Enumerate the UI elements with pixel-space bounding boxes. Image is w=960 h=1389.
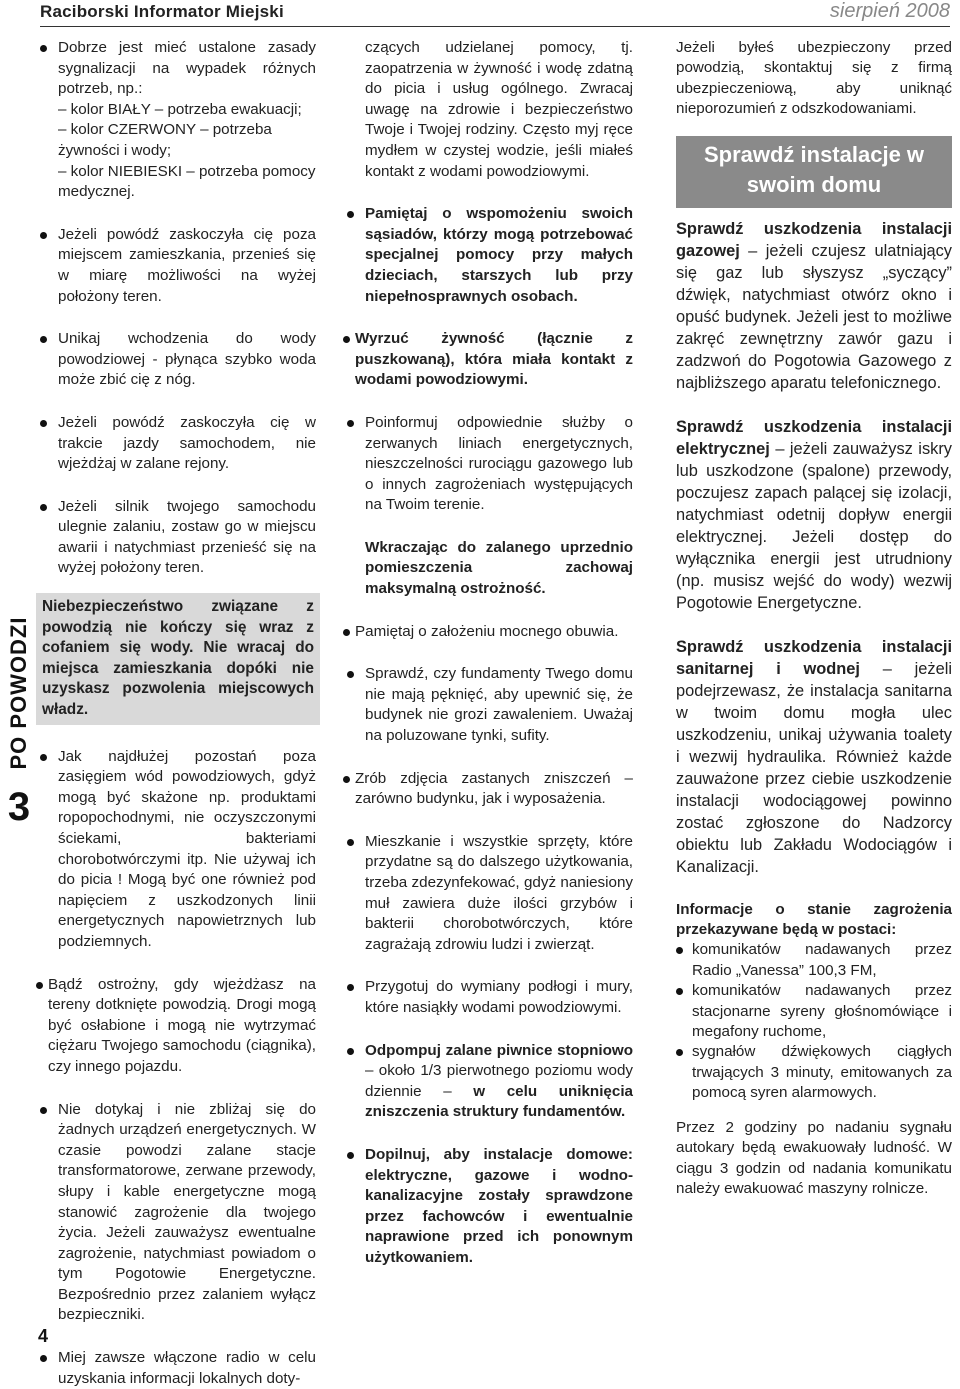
text-phrase: – jeżeli podejrzewasz, że instalacja sanitarna w twoim domu mogła ulec uszkodzeniu, unikaj używania toalety i wezwij hydraulika. Również każde zauważone przez ciebie uszkodzenie instalacji wodociągowej powinno zostać zgłoszone do Nadzorcy obiektu lub Zakładu Wodociągów i Kanalizacji.	[676, 659, 952, 876]
page-number: 4	[38, 1326, 49, 1346]
info-title: Informacje o stanie zagrożenia przekazywane będą w postaci:	[676, 900, 952, 939]
paragraph	[676, 416, 952, 614]
paragraph: Jeżeli powódź zaskoczyła cię poza miejscem zamieszkania, przenieś się w miarę możliwości na wyżej położony teren.	[38, 225, 316, 307]
list-item: komunikatów nadawanych przez stacjonarne syreny głośnomówiące i megafony ruchome,	[676, 981, 952, 1042]
bold-phrase: Sprawdź uszkodzenia instalacji elektrycznej	[676, 417, 952, 458]
list-item: komunikatów nadawanych przez Radio „Vanessa” 100,3 FM,	[676, 940, 952, 981]
list-item: – kolor BIAŁY – potrzeba ewakuacji;	[58, 100, 302, 118]
paragraph: Dobrze jest mieć ustalone zasady sygnalizacji na wypadek różnych potrzeb, np.:	[38, 38, 316, 100]
paragraph: Zrób zdjęcia zastanych zniszczeń – zarówno budynku, jak i wyposażenia.	[345, 769, 633, 810]
column-2	[345, 38, 633, 1269]
paragraph: Pamiętaj o założeniu mocnego obuwia.	[345, 622, 633, 643]
paragraph: Przygotuj do wymiany podłogi i mury, które nasiąkły wodami powodziowymi.	[345, 977, 633, 1018]
section-label: PO POWODZI	[6, 616, 31, 770]
bold-phrase: Sprawdź uszkodzenia instalacji gazowej	[676, 219, 952, 260]
warning-box: Niebezpieczeństwo związane z powodzią nie kończy się wraz z cofaniem się wody. Nie wracaj do miejsca zamieszkania dopóki nie uzyskasz pozwolenia miejscowych władz.	[36, 593, 320, 725]
section-heading: Sprawdź instalacje w swoim domu	[676, 136, 952, 208]
column-1	[38, 38, 316, 1389]
paragraph: Jak najdłużej pozostań poza zasięgiem wód powodziowych, gdyż mogą być skażone np. produktami ropopochodnymi, nie oczyszczonymi ściekami, bakteriami chorobotwórczymi itp. Nie używaj ich do picia ! Mogą być one również pod napięciem z uszkodzonych linii energetycznych napowietrznych lub podziemnych.	[38, 747, 316, 953]
paragraph: Jeżeli powódź zaskoczyła cię w trakcie jazdy samochodem, nie wjeżdżaj w zalane rejony.	[38, 413, 316, 475]
paragraph: Pamiętaj o wspomożeniu swoich sąsiadów, którzy mogą potrzebować specjalnej pomocy przy małych dzieciach, starszych lub przy niepełnosprawnych osobach.	[345, 204, 633, 307]
column-3	[676, 38, 952, 1199]
paragraph: Dopilnuj, aby instalacje domowe: elektryczne, gazowe i wodno-kanalizacyjne zostały sprawdzone przez fachowców i ewentualnie naprawione przed ich ponownym użytkowaniem.	[345, 1145, 633, 1269]
text-phrase: – około 1/3 pierwotnego poziomu wody dziennie –	[365, 1062, 633, 1100]
paragraph: Jeżeli silnik twojego samochodu ulegnie zalaniu, zostaw go w miejscu awarii i natychmiast przenieść się na wyżej położony teren.	[38, 497, 316, 579]
paragraph: Sprawdź, czy fundamenty Twego domu nie mają pęknięć, aby upewnić się, że budynek nie grozi zawaleniem. Uważaj na poluzowane tynki, sufity.	[345, 664, 633, 746]
bold-phrase: Odpompuj zalane piwnice stopniowo	[365, 1041, 633, 1059]
paragraph: czących udzielanej pomocy, tj. zaopatrzenia w żywność i wodę zdatną do picia i usług ogólnego. Zwracaj uwagę na zdrowie i bezpieczeństwo Twoje i Twojej rodziny. Często myj ręce mydłem w czystej wodzie, jeśli miałeś kontakt z wodami powodziowymi.	[365, 39, 633, 180]
bold-phrase: w celu uniknięcia zniszczenia struktury fundamentów.	[365, 1082, 633, 1121]
text-phrase: – jeżeli czujesz ulatniający się gaz lub słyszysz „syczący” dźwięk, natychmiast otwórz okno i opuść budynek. Jeżeli jest to możliwe zakręć zewnętrzny zawór gazu i zadzwoń do Pogotowia Gazowego z najbliższego aparatu telefonicznego.	[676, 241, 952, 392]
section-number: 3	[7, 785, 31, 829]
bold-phrase: Sprawdź uszkodzenia instalacji sanitarnej i wodnej	[676, 637, 952, 678]
paragraph: Nie dotykaj i nie zbliżaj się do żadnych urządzeń energetycznych. W czasie powodzi zalane stacje transformatorowe, zerwane przewody, słupy i kable energetyczne mogą stanowić zagrożenie dla twojego życia. Jeżeli zauważysz ewentualne zagrożenie, natychmiast powiadom o tym Pogotowie Energetyczne. Bezpośrednio przez zalaniem wyłącz bezpieczniki.	[38, 1100, 316, 1327]
page-header	[40, 0, 950, 27]
paragraph: Mieszkanie i wszystkie sprzęty, które przydatne są do dalszego użytkowania, trzeba zdezynfekować, gdyż naniesiony muł zawiera duże ilości grzybów i bakterii chorobotwórczych, które zagrażają zdrowiu ludzi i zwierząt.	[345, 832, 633, 956]
paragraph: Przez 2 godziny po nadaniu sygnału autokary będą ewakuowały ludność. W ciągu 3 godzin od nadania komunikatu należy ewakuować maszyny rolnicze.	[676, 1118, 952, 1197]
paragraph: Bądź ostrożny, gdy wjeżdżasz na tereny dotknięte powodzią. Drogi mogą być osłabione i mogą nie wytrzymać ciężaru Twojego samochodu (ciągnika), czy innego pojazdu.	[38, 975, 316, 1078]
list-item: sygnałów dźwiękowych ciągłych trwających 3 minuty, emitowanych za pomocą syren alarmowych.	[676, 1042, 952, 1103]
paragraph: Poinformuj odpowiednie służby o zerwanych liniach energetycznych, nieszczelności rurociągu gazowego lub o innych zagrożeniach występujących na Twoim terenie.	[345, 413, 633, 516]
paragraph	[676, 218, 952, 394]
info-section	[676, 900, 952, 1200]
issue-date: sierpień 2008	[829, 0, 950, 22]
paragraph	[345, 1041, 633, 1123]
paragraph: Unikaj wchodzenia do wody powodziowej - płynąca szybko woda może zbić cię z nóg.	[38, 329, 316, 391]
list-item: – kolor NIEBIESKI – potrzeba pomocy medycznej.	[58, 162, 316, 201]
paragraph	[676, 636, 952, 878]
paragraph: Miej zawsze włączone radio w celu uzyskania informacji lokalnych doty-	[38, 1348, 316, 1389]
paragraph: Jeżeli byłeś ubezpieczony przed powodzią, skontaktuj się z firmą ubezpieczeniową, aby uniknąć nieporozumień z odszkodowaniami.	[676, 39, 952, 118]
publication-title: Raciborski Informator Miejski	[40, 2, 284, 21]
section-marker	[4, 590, 34, 830]
text-phrase: – jeżeli zauważysz iskry lub uszkodzone (spalone) przewody, poczujesz zapach palącej się izolacji, natychmiast odetnij dopływ energii elektrycznej. Jeżeli dostęp do wyłącznika energii jest utrudniony (np. musisz wejść do wody) wezwij Pogotowie Energetyczne.	[676, 439, 952, 612]
list-item: – kolor CZERWONY – potrzeba żywności i wody;	[58, 121, 272, 159]
paragraph: Wkraczając do zalanego uprzednio pomieszczenia zachowaj maksymalną ostrożność.	[365, 538, 633, 598]
paragraph: Wyrzuć żywność (łącznie z puszkowaną), która miała kontakt z wodami powodziowymi.	[345, 329, 633, 391]
